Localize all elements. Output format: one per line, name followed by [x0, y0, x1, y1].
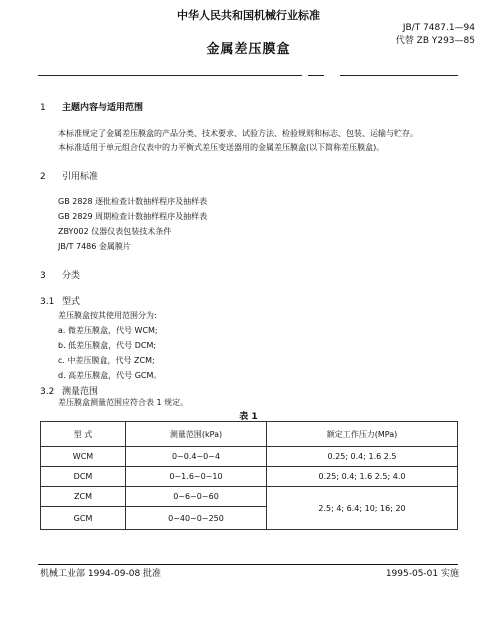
effective-date: 1995-05-01 实施 [385, 569, 459, 579]
footer-divider [38, 564, 458, 565]
table-cell-type: WCM [41, 447, 126, 467]
type-list-item: a. 微差压膜盒，代号 WCM; [58, 326, 158, 335]
standard-org-title: 中华人民共和国机械行业标准 [177, 9, 320, 22]
reference-item: JB/T 7486 金属膜片 [58, 242, 131, 251]
document-title: 金属差压膜盒 [206, 42, 291, 57]
table-header-cell: 型 式 [41, 422, 126, 447]
reference-item: ZBY002 仪器仪表包装技术条件 [58, 227, 172, 236]
table-cell-pressure-merged: 2.5; 4; 6.4; 10; 16; 20 [267, 487, 458, 530]
table-cell-range: 0~0.4~0~4 [126, 447, 267, 467]
section-3-heading: 3 分类 [40, 271, 81, 281]
section-2-heading: 2 引用标准 [40, 172, 99, 182]
divider-line-right [340, 75, 458, 76]
section-3-1-intro: 差压膜盒按其使用范围分为: [58, 311, 157, 320]
table-cell-type: ZCM [41, 487, 126, 507]
replaces-standard: 代替 ZB Y293—85 [395, 36, 475, 46]
divider-line-left [38, 75, 302, 76]
section-3-2-intro: 差压膜盒测量范围应符合表 1 规定。 [58, 398, 189, 407]
standard-number: JB/T 7487.1—94 [402, 23, 475, 33]
table-row [41, 467, 458, 487]
table-cell-pressure: 0.25; 0.4; 1.6 2.5; 4.0 [267, 467, 458, 487]
table-header-cell: 额定工作压力(MPa) [267, 422, 458, 447]
type-list-item: b. 低差压膜盒，代号 DCM; [58, 341, 157, 350]
section-3-1-heading: 3.1 型式 [40, 297, 81, 307]
reference-item: GB 2828 逐批检查计数抽样程序及抽样表 [58, 197, 208, 206]
reference-item: GB 2829 周期检查计数抽样程序及抽样表 [58, 212, 208, 221]
section-1-para-1: 本标准规定了金属差压膜盒的产品分类、技术要求、试验方法、检验规则和标志、包装、运输与贮存。 [58, 129, 418, 138]
table-cell-range: 0~1.6~0~10 [126, 467, 267, 487]
divider-line-mid [308, 75, 324, 76]
section-1-heading: 1 主题内容与适用范围 [40, 103, 144, 113]
table-cell-range: 0~6~0~60 [126, 487, 267, 507]
table-row [41, 487, 458, 507]
section-1-para-2: 本标准适用于单元组合仪表中的力平衡式差压变送器用的金属差压膜盒(以下简称差压膜盒)。 [58, 143, 385, 152]
table-cell-pressure: 0.25; 0.4; 1.6 2.5 [267, 447, 458, 467]
type-list-item: c. 中差压膜盒，代号 ZCM; [58, 356, 155, 365]
measurement-range-table [40, 421, 458, 530]
table-header-cell: 测量范围(kPa) [126, 422, 267, 447]
section-3-2-heading: 3.2 测量范围 [40, 387, 99, 397]
type-list-item: d. 高差压膜盒，代号 GCM。 [58, 371, 162, 380]
table-cell-type: DCM [41, 467, 126, 487]
table-row [41, 447, 458, 467]
table-cell-type: GCM [41, 507, 126, 530]
table-cell-range: 0~40~0~250 [126, 507, 267, 530]
approval-date: 机械工业部 1994-09-08 批准 [40, 569, 162, 579]
table-header-row [41, 422, 458, 447]
table-caption: 表 1 [239, 412, 258, 422]
